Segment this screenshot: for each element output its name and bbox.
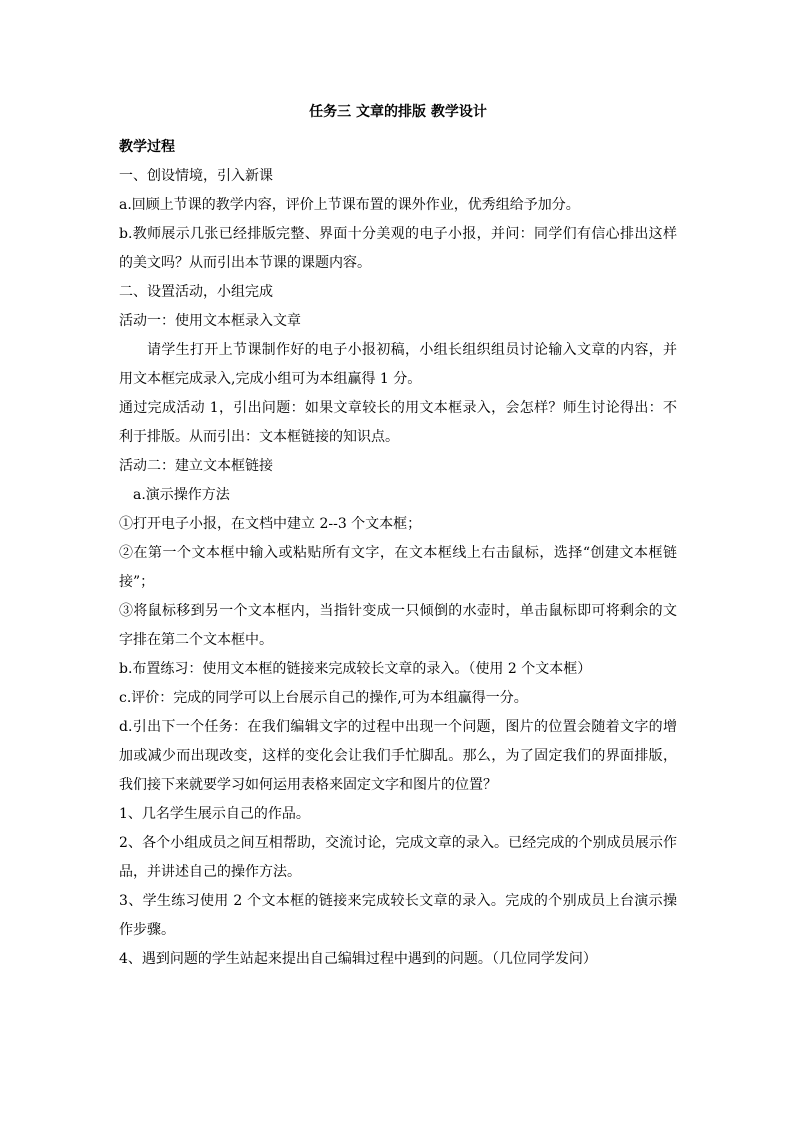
section-heading-2: 二、设置活动，小组完成	[119, 284, 273, 300]
list-item-4: 4、遇到问题的学生站起来提出自己编辑过程中遇到的问题。（几位同学发问）	[119, 951, 597, 967]
list-item-1: 1、几名学生展示自己的作品。	[119, 806, 310, 822]
document-title: 任务三 文章的排版 教学设计	[309, 104, 487, 120]
step-3: ③将鼠标移到另一个文本框内，当指针变成一只倾倒的水壶时，单击鼠标即可将剩余的文字排在第二个文本框中。	[119, 603, 677, 648]
paragraph-next-task: d.引出下一个任务：在我们编辑文字的过程中出现一个问题，图片的位置会随着文字的增加或减少而出现改变，这样的变化会让我们手忙脚乱。那么，为了固定我们的界面排版，我们接下来就要学习如何运用表格来固定文字和图片的位置？	[119, 719, 677, 793]
section-heading-1: 一、创设情境，引入新课	[119, 168, 273, 184]
paragraph-practice: b.布置练习：使用文本框的链接来完成较长文章的录入。（使用 2 个文本框）	[119, 661, 592, 677]
list-item-2: 2、各个小组成员之间互相帮助，交流讨论，完成文章的录入。已经完成的个别成员展示作品，并讲述自己的操作方法。	[119, 835, 677, 880]
paragraph-show-newspaper: b.教师展示几张已经排版完整、界面十分美观的电子小报，并问：同学们有信心排出这样的美文吗？从而引出本节课的课题内容。	[119, 226, 677, 271]
step-2: ②在第一个文本框中输入或粘贴所有文字，在文本框线上右击鼠标，选择“创建文本框链接”；	[119, 545, 677, 590]
list-item-3: 3、学生练习使用 2 个文本框的链接来完成较长文章的录入。完成的个别成员上台演示操作步骤。	[119, 893, 677, 938]
paragraph-activity-one-question: 通过完成活动 1，引出问题：如果文章较长的用文本框录入，会怎样？师生讨论得出：不利于排版。从而引出：文本框链接的知识点。	[119, 400, 677, 445]
paragraph-demo-method: a.演示操作方法	[133, 487, 230, 503]
activity-two-heading: 活动二：建立文本框链接	[119, 458, 273, 474]
paragraph-activity-one: 请学生打开上节课制作好的电子小报初稿，小组长组织组员讨论输入文章的内容，并用文本框完成录入,完成小组可为本组赢得 1 分。	[119, 342, 677, 387]
activity-one-heading: 活动一：使用文本框录入文章	[119, 313, 301, 329]
paragraph-review: a.回顾上节课的教学内容，评价上节课布置的课外作业，优秀组给予加分。	[119, 197, 580, 213]
step-1: ①打开电子小报，在文档中建立 2--3 个文本框；	[119, 516, 422, 532]
document-body	[119, 101, 677, 974]
section-heading-teaching-process: 教学过程	[119, 139, 175, 155]
paragraph-evaluation: c.评价：完成的同学可以上台展示自己的操作,可为本组赢得一分。	[119, 690, 528, 706]
